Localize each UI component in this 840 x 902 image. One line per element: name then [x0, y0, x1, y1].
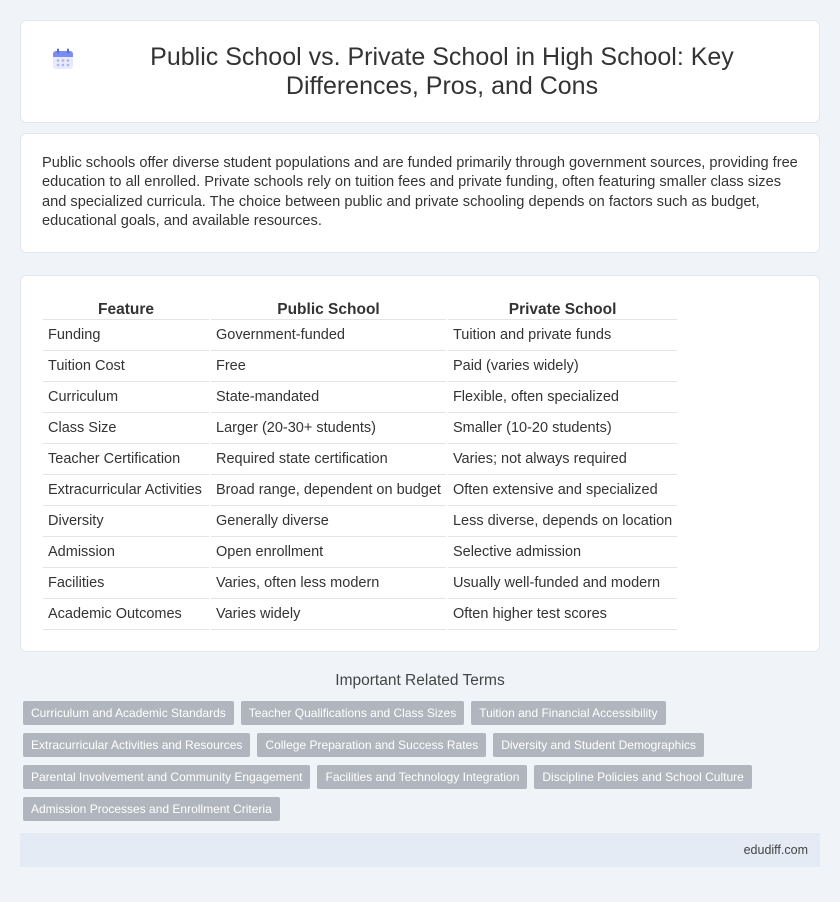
comparison-card — [20, 275, 820, 652]
title-wrap — [51, 43, 789, 101]
cell-private: Often extensive and specialized — [448, 475, 677, 506]
cell-feature: Admission — [43, 537, 209, 568]
table-row — [43, 382, 677, 413]
cell-feature: Extracurricular Activities — [43, 475, 209, 506]
cell-public: Free — [211, 351, 446, 382]
table-row — [43, 320, 677, 351]
related-term-tag[interactable]: Teacher Qualifications and Class Sizes — [241, 701, 464, 725]
calendar-icon — [51, 47, 75, 71]
related-term-tag[interactable]: College Preparation and Success Rates — [257, 733, 486, 757]
table-row — [43, 568, 677, 599]
cell-feature: Funding — [43, 320, 209, 351]
cell-public: Varies widely — [211, 599, 446, 630]
cell-private: Tuition and private funds — [448, 320, 677, 351]
header-private-school: Private School — [448, 298, 677, 320]
related-term-tag[interactable]: Tuition and Financial Accessibility — [471, 701, 665, 725]
cell-private: Paid (varies widely) — [448, 351, 677, 382]
table-row — [43, 537, 677, 568]
footer — [20, 833, 820, 867]
cell-feature: Class Size — [43, 413, 209, 444]
related-term-tag[interactable]: Discipline Policies and School Culture — [534, 765, 751, 789]
cell-public: Larger (20-30+ students) — [211, 413, 446, 444]
header-feature: Feature — [43, 298, 209, 320]
related-term-tag[interactable]: Admission Processes and Enrollment Criteria — [23, 797, 280, 821]
table-row — [43, 413, 677, 444]
cell-private: Flexible, often specialized — [448, 382, 677, 413]
related-terms-list — [20, 701, 820, 829]
cell-feature: Tuition Cost — [43, 351, 209, 382]
related-terms-title: Important Related Terms — [335, 672, 505, 689]
cell-public: Generally diverse — [211, 506, 446, 537]
header-public-school: Public School — [211, 298, 446, 320]
cell-private: Selective admission — [448, 537, 677, 568]
cell-feature: Facilities — [43, 568, 209, 599]
related-term-tag[interactable]: Facilities and Technology Integration — [317, 765, 527, 789]
cell-public: Varies, often less modern — [211, 568, 446, 599]
related-term-tag[interactable]: Curriculum and Academic Standards — [23, 701, 234, 725]
cell-private: Smaller (10-20 students) — [448, 413, 677, 444]
table-row — [43, 599, 677, 630]
comparison-table — [41, 298, 679, 630]
table-row — [43, 444, 677, 475]
table-row — [43, 475, 677, 506]
intro-card — [20, 133, 820, 253]
page-title: Public School vs. Private School in High School: Key Differences, Pros, and Cons — [150, 42, 734, 100]
cell-private: Often higher test scores — [448, 599, 677, 630]
footer-site-link[interactable]: edudiff.com — [743, 843, 808, 857]
intro-text: Public schools offer diverse student populations and are funded primarily through government sources, providing free education to all enrolled. Private schools rely on tuition fees and private funding, often featuring smaller class sizes and specialized curricula. The choice between public and private schooling depends on factors such as budget, educational goals, and available resources. — [42, 155, 798, 229]
related-term-tag[interactable]: Diversity and Student Demographics — [493, 733, 704, 757]
cell-feature: Academic Outcomes — [43, 599, 209, 630]
cell-public: Government-funded — [211, 320, 446, 351]
cell-private: Varies; not always required — [448, 444, 677, 475]
cell-public: State-mandated — [211, 382, 446, 413]
cell-feature: Teacher Certification — [43, 444, 209, 475]
related-term-tag[interactable]: Parental Involvement and Community Engagement — [23, 765, 310, 789]
cell-private: Usually well-funded and modern — [448, 568, 677, 599]
table-header-row — [43, 298, 677, 320]
title-card — [20, 20, 820, 123]
cell-feature: Curriculum — [43, 382, 209, 413]
related-term-tag[interactable]: Extracurricular Activities and Resources — [23, 733, 250, 757]
cell-public: Open enrollment — [211, 537, 446, 568]
table-row — [43, 506, 677, 537]
cell-public: Broad range, dependent on budget — [211, 475, 446, 506]
table-row — [43, 351, 677, 382]
cell-public: Required state certification — [211, 444, 446, 475]
cell-feature: Diversity — [43, 506, 209, 537]
cell-private: Less diverse, depends on location — [448, 506, 677, 537]
